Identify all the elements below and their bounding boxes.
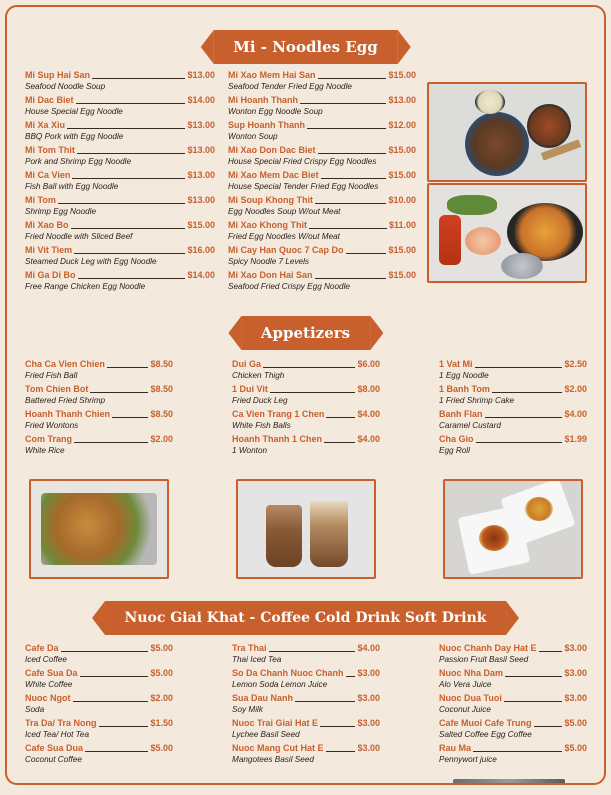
- menu-item-description: Pork and Shrimp Egg Noodle: [25, 157, 132, 166]
- menu-item-description: Passion Fruit Basil Seed: [439, 655, 529, 664]
- menu-item: [439, 743, 587, 768]
- drinks-column-1: [25, 643, 173, 768]
- menu-item-name: Cha Ca Vien Chien: [25, 359, 105, 369]
- menu-item-description: Salted Coffee Egg Coffee: [439, 730, 532, 739]
- leader-line: [85, 751, 148, 752]
- menu-item-description: Lychee Basil Seed: [232, 730, 300, 739]
- menu-item-row: [232, 434, 380, 445]
- menu-item-name: Sup Hoanh Thanh: [228, 120, 305, 130]
- menu-item-description: House Special Egg Noodle: [25, 107, 123, 116]
- menu-item-row: [232, 718, 380, 729]
- menu-item-price: $13.00: [187, 170, 215, 180]
- leader-line: [74, 442, 148, 443]
- drinks-column-2: [232, 643, 380, 768]
- menu-item-name: Nuoc Chanh Day Hat E: [439, 643, 537, 653]
- menu-item-price: $5.00: [150, 743, 173, 753]
- menu-item-name: Mi Xa Xiu: [25, 120, 66, 130]
- menu-item: [228, 220, 416, 245]
- menu-item-name: Mi Ca Vien: [25, 170, 71, 180]
- menu-item-row: [25, 359, 173, 370]
- menu-item-name: Sua Dau Nanh: [232, 693, 294, 703]
- menu-item-row: [232, 668, 380, 679]
- leader-line: [67, 128, 185, 129]
- leader-line: [539, 651, 563, 652]
- menu-item: [25, 384, 173, 409]
- leader-line: [112, 417, 148, 418]
- menu-item-name: Mi Tom: [25, 195, 56, 205]
- coffee-photo: [236, 479, 376, 579]
- menu-item-price: $1.50: [150, 718, 173, 728]
- menu-item-name: Com Trang: [25, 434, 73, 444]
- menu-item-row: [439, 384, 587, 395]
- leader-line: [320, 726, 355, 727]
- menu-item-description: Egg Noodles Soup W/out Meat: [228, 207, 341, 216]
- menu-item: [25, 359, 173, 384]
- leader-line: [61, 651, 149, 652]
- menu-item-description: Steamed Duck Leg with Egg Noodle: [25, 257, 157, 266]
- menu-item-row: [232, 643, 380, 654]
- menu-item-price: $3.00: [564, 643, 587, 653]
- menu-item-row: [228, 120, 416, 131]
- menu-item-description: Chicken Thigh: [232, 371, 285, 380]
- noodles-column-1: [25, 70, 215, 295]
- leader-line: [346, 676, 356, 677]
- menu-item: [232, 743, 380, 768]
- menu-item-description: Iced Tea/ Hot Tea: [25, 730, 90, 739]
- leader-line: [263, 367, 355, 368]
- leader-line: [321, 178, 387, 179]
- menu-item-price: $4.00: [357, 643, 380, 653]
- leader-line: [473, 751, 562, 752]
- menu-item-row: [228, 145, 416, 156]
- menu-item-name: Banh Flan: [439, 409, 483, 419]
- menu-item-description: Fried Egg Noodles W/out Meat: [228, 232, 340, 241]
- appetizers-banner: [241, 316, 370, 350]
- menu-item-name: 1 Banh Tom: [439, 384, 490, 394]
- menu-item: [25, 270, 215, 295]
- menu-item-name: Rau Ma: [439, 743, 472, 753]
- menu-item-row: [25, 743, 173, 754]
- menu-item-price: $2.50: [564, 359, 587, 369]
- leader-line: [309, 228, 387, 229]
- menu-item: [439, 434, 587, 459]
- drinks-banner: [105, 601, 507, 635]
- spicy-noodle-photo: [427, 183, 587, 283]
- menu-item: [232, 434, 380, 459]
- menu-item: [25, 95, 215, 120]
- menu-item-row: [228, 95, 416, 106]
- menu-item-row: [25, 70, 215, 81]
- menu-item-description: Shrimp Egg Noodle: [25, 207, 96, 216]
- menu-item-description: White Rice: [25, 446, 65, 455]
- leader-line: [492, 392, 563, 393]
- menu-item: [228, 120, 416, 145]
- leader-line: [90, 392, 148, 393]
- menu-item-price: $3.00: [357, 693, 380, 703]
- menu-item-description: Soy Milk: [232, 705, 263, 714]
- drink-photo-partial: [453, 779, 565, 785]
- menu-item-name: Cha Gio: [439, 434, 474, 444]
- menu-item-price: $2.00: [150, 693, 173, 703]
- menu-item: [228, 70, 416, 95]
- leader-line: [326, 417, 355, 418]
- menu-item-price: $5.00: [150, 643, 173, 653]
- menu-item-row: [25, 434, 173, 445]
- menu-item-description: Pennywort juice: [439, 755, 497, 764]
- menu-item-price: $13.00: [187, 195, 215, 205]
- menu-item-row: [439, 718, 587, 729]
- menu-item: [439, 384, 587, 409]
- menu-item: [232, 643, 380, 668]
- leader-line: [324, 442, 355, 443]
- menu-item-row: [25, 145, 215, 156]
- menu-item: [25, 743, 173, 768]
- leader-line: [315, 278, 387, 279]
- leader-line: [76, 103, 186, 104]
- menu-item: [232, 693, 380, 718]
- leader-line: [74, 253, 185, 254]
- menu-item-description: Coconut Juice: [439, 705, 491, 714]
- menu-item-row: [439, 743, 587, 754]
- menu-item-description: Caramel Custard: [439, 421, 501, 430]
- menu-item-price: $15.00: [388, 245, 416, 255]
- menu-item-price: $8.50: [150, 384, 173, 394]
- menu-item-name: Mi Soup Khong Thit: [228, 195, 313, 205]
- menu-item-name: So Da Chanh Nuoc Chanh: [232, 668, 344, 678]
- menu-item: [25, 195, 215, 220]
- menu-item-description: Coconut Coffee: [25, 755, 82, 764]
- drinks-title: Nuoc Giai Khat - Coffee Cold Drink Soft Drink: [124, 610, 487, 626]
- menu-item-row: [25, 245, 215, 256]
- menu-item-row: [228, 170, 416, 181]
- menu-item-price: $3.00: [357, 668, 380, 678]
- menu-item-price: $13.00: [187, 145, 215, 155]
- menu-item-price: $13.00: [187, 70, 215, 80]
- appetizers-title: Appetizers: [260, 324, 351, 342]
- menu-item-description: Alo Vera Juice: [439, 680, 492, 689]
- menu-item: [25, 643, 173, 668]
- menu-item-name: Mi Hoanh Thanh: [228, 95, 298, 105]
- noodles-banner: [213, 30, 398, 64]
- menu-item-name: Mi Xao Mem Dac Biet: [228, 170, 319, 180]
- menu-item-description: Fried Fish Ball: [25, 371, 78, 380]
- menu-item-name: Dui Ga: [232, 359, 262, 369]
- menu-item: [232, 384, 380, 409]
- menu-item-description: Spicy Noodle 7 Levels: [228, 257, 310, 266]
- menu-item: [228, 245, 416, 270]
- menu-item-description: 1 Fried Shrimp Cake: [439, 396, 515, 405]
- menu-item-row: [439, 434, 587, 445]
- menu-item-description: Lemon Soda Lemon Juice: [232, 680, 328, 689]
- leader-line: [318, 78, 387, 79]
- menu-item-name: Tra Thai: [232, 643, 267, 653]
- menu-item-row: [25, 409, 173, 420]
- leader-line: [315, 203, 386, 204]
- fried-shrimp-photo: [29, 479, 169, 579]
- leader-line: [77, 153, 186, 154]
- menu-item-price: $4.00: [357, 434, 380, 444]
- menu-item-description: Fried Noodle with Sliced Beef: [25, 232, 133, 241]
- menu-item-description: Soda: [25, 705, 45, 714]
- leader-line: [307, 128, 386, 129]
- appetizers-column-2: [232, 359, 380, 459]
- menu-item-row: [228, 195, 416, 206]
- menu-item-name: Mi Xao Bo: [25, 220, 69, 230]
- leader-line: [318, 153, 387, 154]
- menu-item-row: [439, 359, 587, 370]
- menu-item-price: $13.00: [388, 95, 416, 105]
- menu-item: [439, 668, 587, 693]
- menu-item-row: [439, 693, 587, 704]
- leader-line: [346, 253, 387, 254]
- leader-line: [300, 103, 386, 104]
- menu-item-description: Fried Duck Leg: [232, 396, 288, 405]
- menu-item-price: $16.00: [187, 245, 215, 255]
- menu-item-row: [25, 643, 173, 654]
- leader-line: [295, 701, 355, 702]
- menu-item-name: Ca Vien Trang 1 Chen: [232, 409, 325, 419]
- menu-item: [25, 668, 173, 693]
- menu-item: [232, 409, 380, 434]
- menu-item: [439, 359, 587, 384]
- menu-item: [232, 359, 380, 384]
- menu-item-description: White Coffee: [25, 680, 73, 689]
- menu-item-row: [228, 245, 416, 256]
- menu-item-price: $8.50: [150, 409, 173, 419]
- menu-item-price: $5.00: [564, 718, 587, 728]
- flan-photo: [443, 479, 583, 579]
- appetizers-column-1: [25, 359, 173, 459]
- menu-item-row: [439, 409, 587, 420]
- menu-item: [228, 145, 416, 170]
- leader-line: [80, 676, 149, 677]
- menu-item-row: [439, 643, 587, 654]
- menu-item: [439, 693, 587, 718]
- menu-item-price: $15.00: [388, 70, 416, 80]
- menu-item-row: [25, 170, 215, 181]
- menu-item-name: Cafe Da: [25, 643, 59, 653]
- menu-item-description: Battered Fried Shrimp: [25, 396, 106, 405]
- noodles-column-2: [228, 70, 416, 295]
- drinks-column-3: [439, 643, 587, 768]
- menu-item: [25, 70, 215, 95]
- menu-item-price: $5.00: [150, 668, 173, 678]
- menu-item: [25, 220, 215, 245]
- leader-line: [92, 78, 185, 79]
- leader-line: [505, 676, 562, 677]
- leader-line: [269, 651, 356, 652]
- menu-item-description: Wonton Egg Noodle Soup: [228, 107, 323, 116]
- menu-item-price: $14.00: [187, 270, 215, 280]
- leader-line: [58, 203, 186, 204]
- menu-item-description: Thai Iced Tea: [232, 655, 282, 664]
- menu-item-description: Egg Roll: [439, 446, 470, 455]
- leader-line: [534, 726, 563, 727]
- menu-item-row: [439, 668, 587, 679]
- menu-item-price: $3.00: [564, 668, 587, 678]
- menu-item-description: Wonton Soup: [228, 132, 278, 141]
- menu-item-name: Nuoc Ngot: [25, 693, 71, 703]
- menu-item-name: Hoanh Thanh Chien: [25, 409, 110, 419]
- menu-item: [228, 170, 416, 195]
- menu-item: [25, 434, 173, 459]
- menu-item-price: $1.99: [564, 434, 587, 444]
- menu-item: [25, 145, 215, 170]
- menu-item: [232, 718, 380, 743]
- menu-item-row: [25, 120, 215, 131]
- menu-item: [439, 718, 587, 743]
- menu-item-row: [25, 195, 215, 206]
- menu-item-price: $12.00: [388, 120, 416, 130]
- noodle-soup-photo: [427, 82, 587, 182]
- menu-item-row: [25, 270, 215, 281]
- menu-item-price: $13.00: [187, 120, 215, 130]
- menu-item-price: $10.00: [388, 195, 416, 205]
- menu-item-row: [232, 693, 380, 704]
- menu-item-name: Mi Tom Thit: [25, 145, 75, 155]
- menu-item-name: Cafe Sua Dua: [25, 743, 84, 753]
- menu-item-name: Mi Xao Khong Thit: [228, 220, 307, 230]
- leader-line: [107, 367, 149, 368]
- leader-line: [504, 701, 563, 702]
- leader-line: [485, 417, 563, 418]
- menu-item: [25, 245, 215, 270]
- menu-item-row: [228, 70, 416, 81]
- menu-item-row: [25, 220, 215, 231]
- menu-item-description: White Fish Balls: [232, 421, 291, 430]
- menu-item: [232, 668, 380, 693]
- menu-item: [25, 693, 173, 718]
- menu-item-price: $14.00: [187, 95, 215, 105]
- menu-item-row: [25, 384, 173, 395]
- menu-item-description: Fried Wontons: [25, 421, 79, 430]
- menu-item-name: Mi Xao Don Hai San: [228, 270, 313, 280]
- menu-item: [439, 643, 587, 668]
- menu-item-description: 1 Egg Noodle: [439, 371, 489, 380]
- menu-item-name: Mi Dac Biet: [25, 95, 74, 105]
- menu-item-description: Seafood Fried Crispy Egg Noodle: [228, 282, 350, 291]
- menu-item-price: $8.50: [150, 359, 173, 369]
- leader-line: [476, 442, 563, 443]
- appetizers-column-3: [439, 359, 587, 459]
- leader-line: [99, 726, 149, 727]
- menu-item-name: Mi Ga Di Bo: [25, 270, 76, 280]
- menu-item-description: Free Range Chicken Egg Noodle: [25, 282, 146, 291]
- menu-item-name: 1 Dui Vit: [232, 384, 268, 394]
- leader-line: [71, 228, 186, 229]
- menu-item-name: 1 Vat Mi: [439, 359, 473, 369]
- menu-item: [25, 718, 173, 743]
- menu-item-description: Seafood Noodle Soup: [25, 82, 106, 91]
- menu-item-description: Fish Ball with Egg Noodle: [25, 182, 119, 191]
- leader-line: [72, 178, 185, 179]
- menu-item-name: Nuoc Nha Dam: [439, 668, 504, 678]
- menu-item-price: $2.00: [150, 434, 173, 444]
- menu-item-price: $15.00: [388, 145, 416, 155]
- menu-item-row: [232, 359, 380, 370]
- menu-item-price: $5.00: [564, 743, 587, 753]
- menu-item: [228, 95, 416, 120]
- menu-item-price: $8.00: [357, 384, 380, 394]
- menu-item-description: Mangotees Basil Seed: [232, 755, 314, 764]
- menu-item-name: Nuoc Mang Cut Hat E: [232, 743, 324, 753]
- menu-item-price: $3.00: [564, 693, 587, 703]
- menu-item-name: Tom Chien Bot: [25, 384, 89, 394]
- menu-item-name: Nuoc Trai Giai Hat E: [232, 718, 319, 728]
- menu-item-name: Mi Xao Don Dac Biet: [228, 145, 316, 155]
- menu-item-description: Seafood Tender Fried Egg Noodle: [228, 82, 352, 91]
- menu-item: [439, 409, 587, 434]
- leader-line: [73, 701, 149, 702]
- menu-item-price: $3.00: [357, 743, 380, 753]
- menu-item-row: [232, 384, 380, 395]
- menu-item-row: [25, 95, 215, 106]
- menu-item-price: $6.00: [357, 359, 380, 369]
- menu-item-row: [25, 693, 173, 704]
- menu-item-name: Cafe Sua Da: [25, 668, 78, 678]
- menu-item-name: Mi Vit Tiem: [25, 245, 73, 255]
- menu-item-price: $2.00: [564, 384, 587, 394]
- leader-line: [475, 367, 563, 368]
- leader-line: [78, 278, 186, 279]
- menu-item-name: Mi Xao Mem Hai San: [228, 70, 316, 80]
- menu-item-description: Iced Coffee: [25, 655, 67, 664]
- menu-item-name: Nuoc Dua Tuoi: [439, 693, 502, 703]
- noodles-title: Mi - Noodles Egg: [233, 38, 378, 56]
- menu-item-row: [228, 220, 416, 231]
- menu-item: [25, 409, 173, 434]
- menu-item-row: [25, 668, 173, 679]
- menu-item-row: [25, 718, 173, 729]
- menu-item-name: Mi Cay Han Quoc 7 Cap Do: [228, 245, 344, 255]
- menu-item-description: 1 Wonton: [232, 446, 268, 455]
- menu-item-row: [232, 743, 380, 754]
- menu-item-name: Hoanh Thanh 1 Chen: [232, 434, 322, 444]
- menu-item: [25, 120, 215, 145]
- menu-item-description: House Special Tender Fried Egg Noodles: [228, 182, 379, 191]
- menu-item-row: [232, 409, 380, 420]
- menu-item: [25, 170, 215, 195]
- menu-item-price: $4.00: [564, 409, 587, 419]
- menu-item-price: $4.00: [357, 409, 380, 419]
- menu-item-price: $15.00: [388, 270, 416, 280]
- menu-item-name: Cafe Muoi Cafe Trung: [439, 718, 532, 728]
- leader-line: [326, 751, 356, 752]
- menu-item-row: [228, 270, 416, 281]
- menu-item-price: $11.00: [388, 220, 416, 230]
- menu-item-name: Tra Da/ Tra Nong: [25, 718, 97, 728]
- menu-item-description: BBQ Pork with Egg Noodle: [25, 132, 124, 141]
- menu-item-price: $15.00: [187, 220, 215, 230]
- menu-item-description: House Special Fried Crispy Egg Noodles: [228, 157, 377, 166]
- menu-item: [228, 270, 416, 295]
- menu-item-name: Mi Sup Hai San: [25, 70, 91, 80]
- menu-item-price: $3.00: [357, 718, 380, 728]
- menu-item-price: $15.00: [388, 170, 416, 180]
- menu-page: [5, 5, 606, 785]
- leader-line: [270, 392, 356, 393]
- menu-item: [228, 195, 416, 220]
